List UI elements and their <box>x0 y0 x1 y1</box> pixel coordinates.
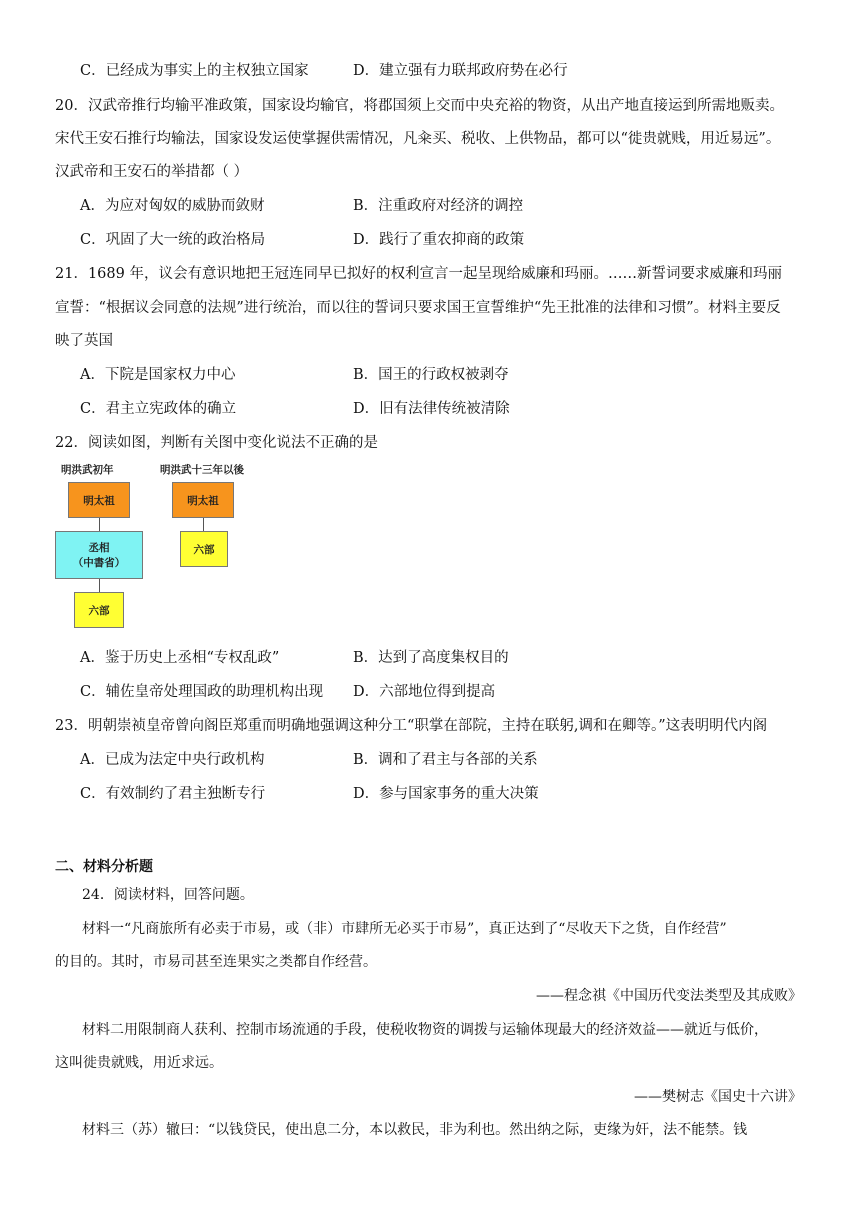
diagram-left-emperor-box <box>68 482 130 518</box>
q20-option-b: B．注重政府对经济的调控 <box>353 198 524 214</box>
q22-option-c: C．辅佐皇帝处理国政的助理机构出现 <box>80 684 324 700</box>
q20-stem-line3: 汉武帝和王安石的举措都（ ） <box>55 164 249 180</box>
diagram-left-title: 明洪武初年 <box>61 464 114 476</box>
q20-stem-line1: 20．汉武帝推行均输平准政策，国家设均输官，将郡国须上交而中央充裕的物资，从出产地直接运到所需地贩卖。 <box>55 98 784 114</box>
diagram-right-title: 明洪武十三年以後 <box>160 464 244 476</box>
q21-stem-line3: 映了英国 <box>55 333 113 349</box>
diagram-left-ministries-label: 六部 <box>88 604 110 617</box>
q21-option-c: C．君主立宪政体的确立 <box>80 401 237 417</box>
section-2-title: 二、材料分析题 <box>55 859 153 875</box>
q23-option-c: C．有效制约了君主独断专行 <box>80 786 266 802</box>
q22-option-a: A．鉴于历史上丞相“专权乱政” <box>80 650 280 666</box>
q20-stem-line2: 宋代王安石推行均输法，国家设发运使掌握供需情况，凡籴买、税收、上供物品，都可以“徙贵就贱，用近易远”。 <box>55 131 781 147</box>
diagram-chancellor-box <box>55 531 143 579</box>
q22-option-b: B．达到了高度集权目的 <box>353 650 509 666</box>
q21-option-d: D．旧有法律传统被清除 <box>353 401 510 417</box>
diagram-chancellor-sublabel: （中書省） <box>72 557 126 569</box>
diagram-left-emperor-label: 明太祖 <box>83 494 115 507</box>
q22-option-d: D．六部地位得到提高 <box>353 684 496 700</box>
material-1-line2: 的目的。其时，市易司甚至连果实之类都自作经营。 <box>55 954 377 970</box>
q19-option-c: C．已经成为事实上的主权独立国家 <box>80 63 309 79</box>
q21-option-a: A．下院是国家权力中心 <box>80 367 236 383</box>
q24-stem: 24．阅读材料，回答问题。 <box>82 887 254 903</box>
q21-stem-line2: 宣誓：“根据议会同意的法规”进行统治，而以往的誓词只要求国王宣誓维护“先王批准的法律和习惯”。材料主要反 <box>55 300 781 316</box>
diagram-left-connector-1 <box>99 518 100 531</box>
q23-option-b: B．调和了君主与各部的关系 <box>353 752 538 768</box>
q20-option-d: D．践行了重农抑商的政策 <box>353 232 525 248</box>
material-1-source: ——程念祺《中国历代变法类型及其成败》 <box>536 988 802 1004</box>
q23-option-a: A．已成为法定中央行政机构 <box>80 752 265 768</box>
diagram-left-ministries-box <box>74 592 124 628</box>
q23-option-d: D．参与国家事务的重大决策 <box>353 786 539 802</box>
material-2-source: ——樊树志《国史十六讲》 <box>634 1089 802 1105</box>
material-2-line2: 这叫徙贵就贱，用近求远。 <box>55 1055 223 1071</box>
diagram-right-emperor-label: 明太祖 <box>187 494 219 507</box>
q20-option-c: C．巩固了大一统的政治格局 <box>80 232 266 248</box>
q19-option-d: D．建立强有力联邦政府势在必行 <box>353 63 568 79</box>
q22-stem: 22．阅读如图，判断有关图中变化说法不正确的是 <box>55 435 378 451</box>
material-3-line1: 材料三（苏）辙曰：“以钱贷民，使出息二分，本以救民，非为利也。然出纳之际，吏缘为奸，法不能禁。钱 <box>82 1122 748 1138</box>
q20-option-a: A．为应对匈奴的威胁而敛财 <box>80 198 265 214</box>
diagram-right-connector <box>203 518 204 531</box>
diagram-left-connector-2 <box>99 579 100 592</box>
material-1-line1: 材料一“凡商旅所有必卖于市易，或（非）市肆所无必买于市易”，真正达到了“尽收天下之货，自作经营” <box>82 921 727 937</box>
diagram-chancellor-label: 丞相 <box>88 542 110 554</box>
diagram-right-ministries-box <box>180 531 228 567</box>
material-2-line1: 材料二用限制商人获利、控制市场流通的手段，使税收物资的调拨与运输体现最大的经济效益——就近与低价， <box>82 1022 768 1038</box>
diagram-right-ministries-label: 六部 <box>193 543 215 556</box>
q21-option-b: B．国王的行政权被剥夺 <box>353 367 509 383</box>
diagram-right-emperor-box <box>172 482 234 518</box>
q23-stem: 23．明朝崇祯皇帝曾向阁臣郑重而明确地强调这种分工“职掌在部院，主持在联躬,调和在卿等。”这表明明代内阁 <box>55 718 768 734</box>
q21-stem-line1: 21．1689 年，议会有意识地把王冠连同早已拟好的权利宣言一起呈现给威廉和玛丽。……新誓词要求威廉和玛丽 <box>55 266 782 282</box>
